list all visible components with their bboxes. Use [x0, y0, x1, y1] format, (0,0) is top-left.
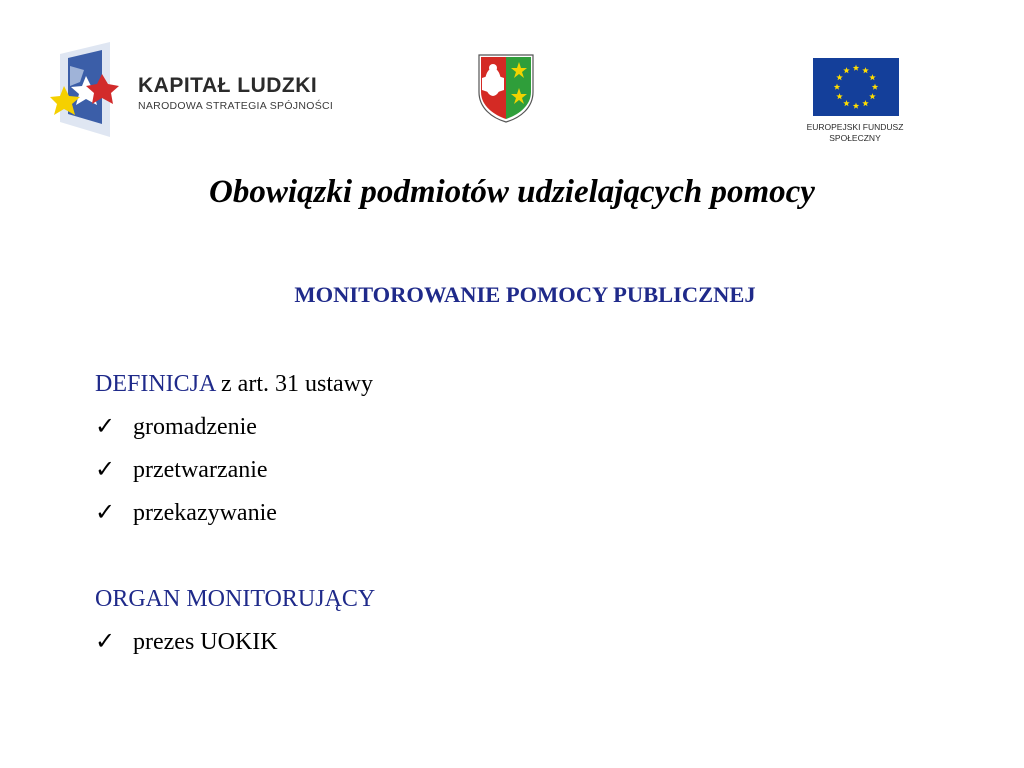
kapital-ludzki-title: KAPITAŁ LUDZKI — [138, 74, 318, 97]
section-heading: MONITOROWANIE POMOCY PUBLICZNEJ — [294, 282, 756, 307]
definition-label: DEFINICJA — [95, 371, 216, 397]
coat-of-arms-icon — [476, 52, 536, 124]
list-item — [95, 626, 375, 669]
organ-heading: ORGAN MONITORUJĄCY — [95, 586, 376, 612]
definition-source: z art. 31 ustawy — [215, 371, 373, 397]
definition-heading — [95, 368, 375, 411]
eu-social-fund-logo — [790, 58, 920, 153]
check-mark-icon: ✓ — [95, 629, 116, 655]
check-mark-icon: ✓ — [95, 457, 116, 483]
eu-fund-line2: SPOŁECZNY — [829, 133, 881, 143]
eu-fund-line1: EUROPEJSKI FUNDUSZ — [806, 122, 904, 132]
check-mark-icon: ✓ — [95, 500, 116, 526]
list-item — [95, 411, 375, 454]
organ-item-text: prezes UOKIK — [133, 629, 278, 655]
slide-title: Obowiązki podmiotów udzielających pomocy — [209, 174, 815, 210]
list-item — [95, 454, 375, 497]
kapital-ludzki-logo — [50, 42, 370, 142]
definition-item-text: gromadzenie — [133, 414, 257, 440]
kapital-ludzki-subtitle: NARODOWA STRATEGIA SPÓJNOŚCI — [138, 100, 334, 112]
definition-item-text: przetwarzanie — [133, 457, 268, 483]
check-mark-icon: ✓ — [95, 414, 116, 440]
kapital-ludzki-emblem-icon — [50, 42, 130, 142]
definition-item-text: przekazywanie — [133, 500, 277, 526]
eu-flag-icon — [813, 58, 899, 116]
list-item — [95, 497, 375, 540]
logo-bar — [0, 0, 1024, 160]
slide-content — [95, 368, 375, 669]
